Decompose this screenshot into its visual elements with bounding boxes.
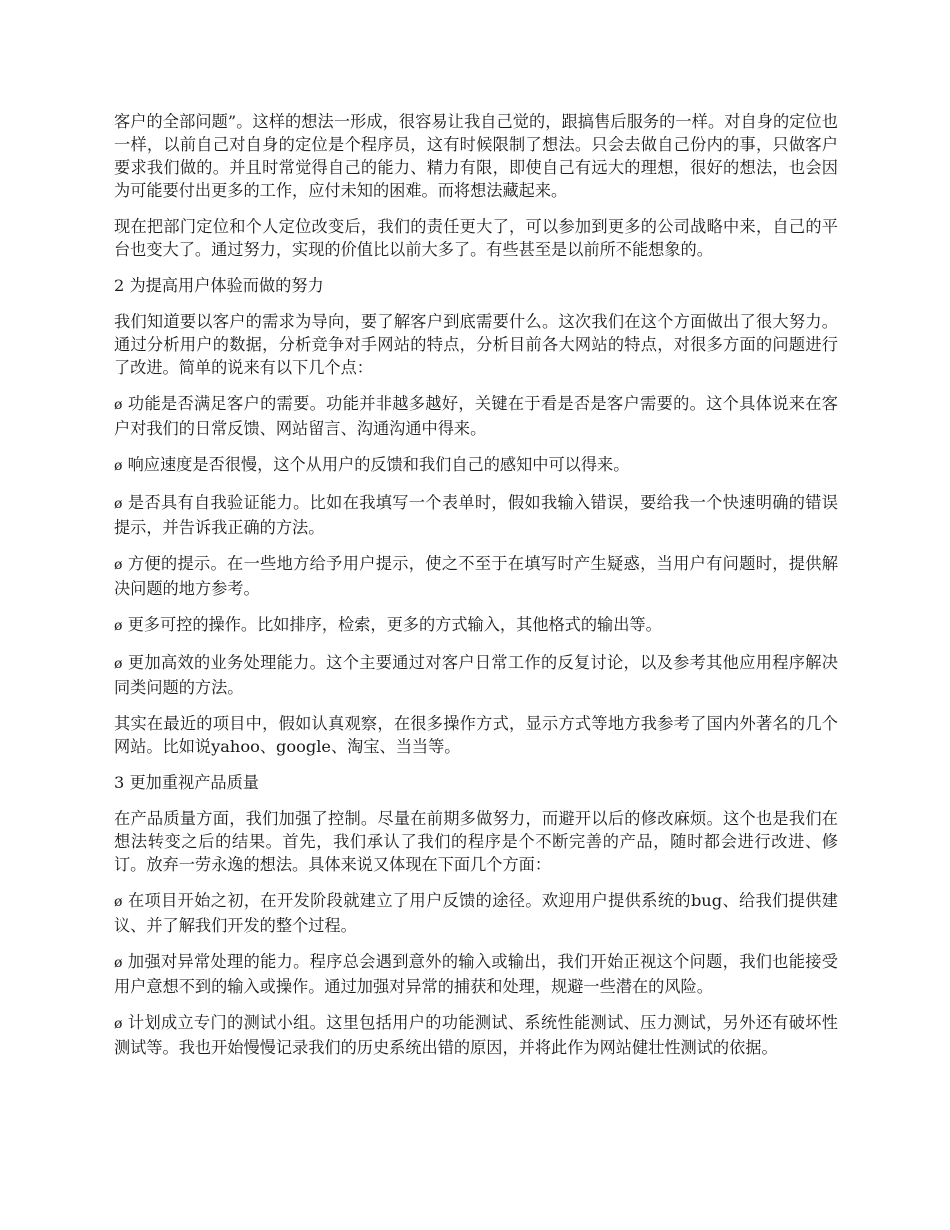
bullet-marker: ø xyxy=(114,496,123,512)
document-page xyxy=(114,110,838,1072)
paragraph: 我们知道要以客户的需求为导向，要了解客户到底需要什么。这次我们在这个方面做出了很大努力。通过分析用户的数据，分析竞争对手网站的特点，分析目前各大网站的特点，对很多方面的问题进行了改进。简单的说来有以下几个点： xyxy=(114,312,838,377)
bullet-item xyxy=(114,453,838,478)
paragraph: 其实在最近的项目中，假如认真观察，在很多操作方式，显示方式等地方我参考了国内外著名的几个网站。比如说yahoo、google、淘宝、当当等。 xyxy=(114,714,838,756)
bullet-item xyxy=(114,552,838,600)
bullet-marker: ø xyxy=(114,894,123,910)
bullet-marker: ø xyxy=(114,656,123,672)
paragraph: 现在把部门定位和个人定位改变后，我们的责任更大了，可以参加到更多的公司战略中来，自己的平台也变大了。通过努力，实现的价值比以前大多了。有些甚至是以前所不能想象的。 xyxy=(114,217,838,259)
bullet-marker: ø xyxy=(114,618,123,634)
bullet-marker: ø xyxy=(114,397,123,413)
bullet-text: 更多可控的操作。比如排序，检索，更多的方式输入，其他格式的输出等。 xyxy=(127,615,662,634)
bullet-text: 功能是否满足客户的需要。功能并非越多越好，关键在于看是否是客户需要的。这个具体说来在客户对我们的日常反馈、网站留言、沟通沟通中得来。 xyxy=(114,394,838,438)
bullet-item xyxy=(114,1011,838,1059)
bullet-item xyxy=(114,613,838,638)
bullet-item xyxy=(114,889,838,937)
section-heading: 2 为提高用户体验而做的努力 xyxy=(114,276,324,295)
bullet-item xyxy=(114,950,838,998)
bullet-text: 方便的提示。在一些地方给予用户提示，使之不至于在填写时产生疑惑，当用户有问题时，提供解决问题的地方参考。 xyxy=(114,554,838,598)
bullet-marker: ø xyxy=(114,955,123,971)
bullet-marker: ø xyxy=(114,1016,123,1032)
bullet-item xyxy=(114,651,838,699)
bullet-text: 计划成立专门的测试小组。这里包括用户的功能测试、系统性能测试、压力测试，另外还有破坏性测试等。我也开始慢慢记录我们的历史系统出错的原因，并将此作为网站健壮性测试的依据。 xyxy=(114,1013,838,1057)
bullet-text: 加强对异常处理的能力。程序总会遇到意外的输入或输出，我们开始正视这个问题，我们也能接受用户意想不到的输入或操作。通过加强对异常的捕获和处理，规避一些潜在的风险。 xyxy=(114,952,838,996)
bullet-text: 是否具有自我验证能力。比如在我填写一个表单时，假如我输入错误，要给我一个快速明确的错误提示，并告诉我正确的方法。 xyxy=(114,493,838,537)
section-heading: 3 更加重视产品质量 xyxy=(114,773,259,792)
paragraph: 在产品质量方面，我们加强了控制。尽量在前期多做努力，而避开以后的修改麻烦。这个也是我们在想法转变之后的结果。首先，我们承认了我们的程序是个不断完善的产品，随时都会进行改进、修订。放弃一劳永逸的想法。具体来说又体现在下面几个方面： xyxy=(114,809,838,874)
bullet-text: 在项目开始之初，在开发阶段就建立了用户反馈的途径。欢迎用户提供系统的bug、给我们提供建议、并了解我们开发的整个过程。 xyxy=(114,891,838,935)
paragraph: 客户的全部问题”。这样的想法一形成，很容易让我自己觉的，跟搞售后服务的一样。对自身的定位也一样，以前自己对自身的定位是个程序员，这有时候限制了想法。只会去做自己份内的事，只做客户要求我们做的。并且时常觉得自己的能力、精力有限，即使自己有远大的理想，很好的想法，也会因为可能要付出更多的工作，应付未知的困难。而将想法藏起来。 xyxy=(114,112,838,200)
bullet-text: 响应速度是否很慢，这个从用户的反馈和我们自己的感知中可以得来。 xyxy=(127,455,630,474)
bullet-item xyxy=(114,392,838,440)
bullet-marker: ø xyxy=(114,557,123,573)
bullet-marker: ø xyxy=(114,458,123,474)
bullet-item xyxy=(114,491,838,539)
bullet-text: 更加高效的业务处理能力。这个主要通过对客户日常工作的反复讨论，以及参考其他应用程序解决同类问题的方法。 xyxy=(114,653,838,697)
